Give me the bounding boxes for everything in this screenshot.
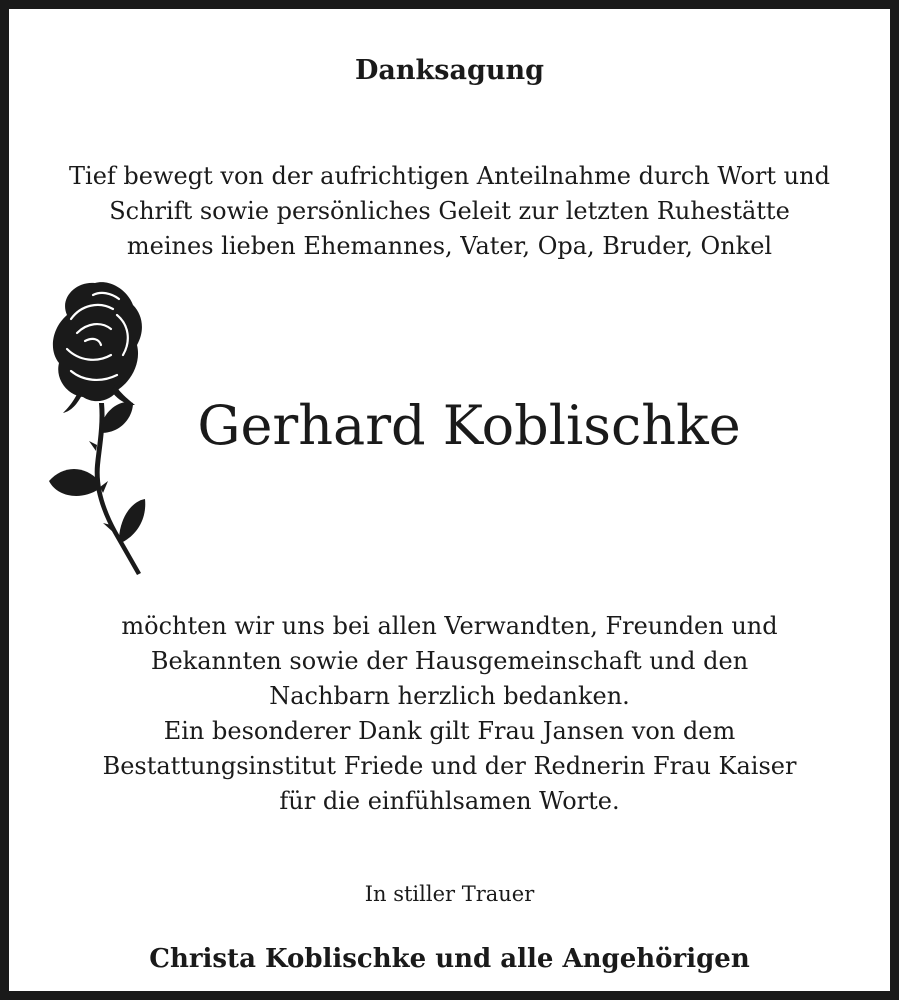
- deceased-name: Gerhard Koblischke: [197, 394, 741, 457]
- notice-heading: Danksagung: [355, 55, 544, 86]
- thanks-paragraph: [9, 609, 890, 819]
- closing-phrase: In stiller Trauer: [364, 882, 535, 906]
- thanks-line: möchten wir uns bei allen Verwandten, Freunden und: [121, 612, 778, 640]
- intro-paragraph: [9, 159, 890, 264]
- thanks-line: Ein besonderer Dank gilt Frau Jansen von dem: [163, 717, 736, 745]
- thanks-line: für die einfühlsamen Worte.: [279, 787, 620, 815]
- thanks-line: Nachbarn herzlich bedanken.: [269, 682, 630, 710]
- thanks-line: Bestattungsinstitut Friede und der Rednerin Frau Kaiser: [102, 752, 797, 780]
- intro-line: Schrift sowie persönliches Geleit zur letzten Ruhestätte: [109, 197, 790, 225]
- signature: Christa Koblischke und alle Angehörigen: [149, 944, 750, 974]
- thanks-line: Bekannten sowie der Hausgemeinschaft und den: [150, 647, 749, 675]
- intro-line: meines lieben Ehemannes, Vater, Opa, Bruder, Onkel: [126, 232, 773, 260]
- intro-line: Tief bewegt von der aufrichtigen Anteilnahme durch Wort und: [69, 162, 830, 190]
- rose-icon: [37, 275, 149, 575]
